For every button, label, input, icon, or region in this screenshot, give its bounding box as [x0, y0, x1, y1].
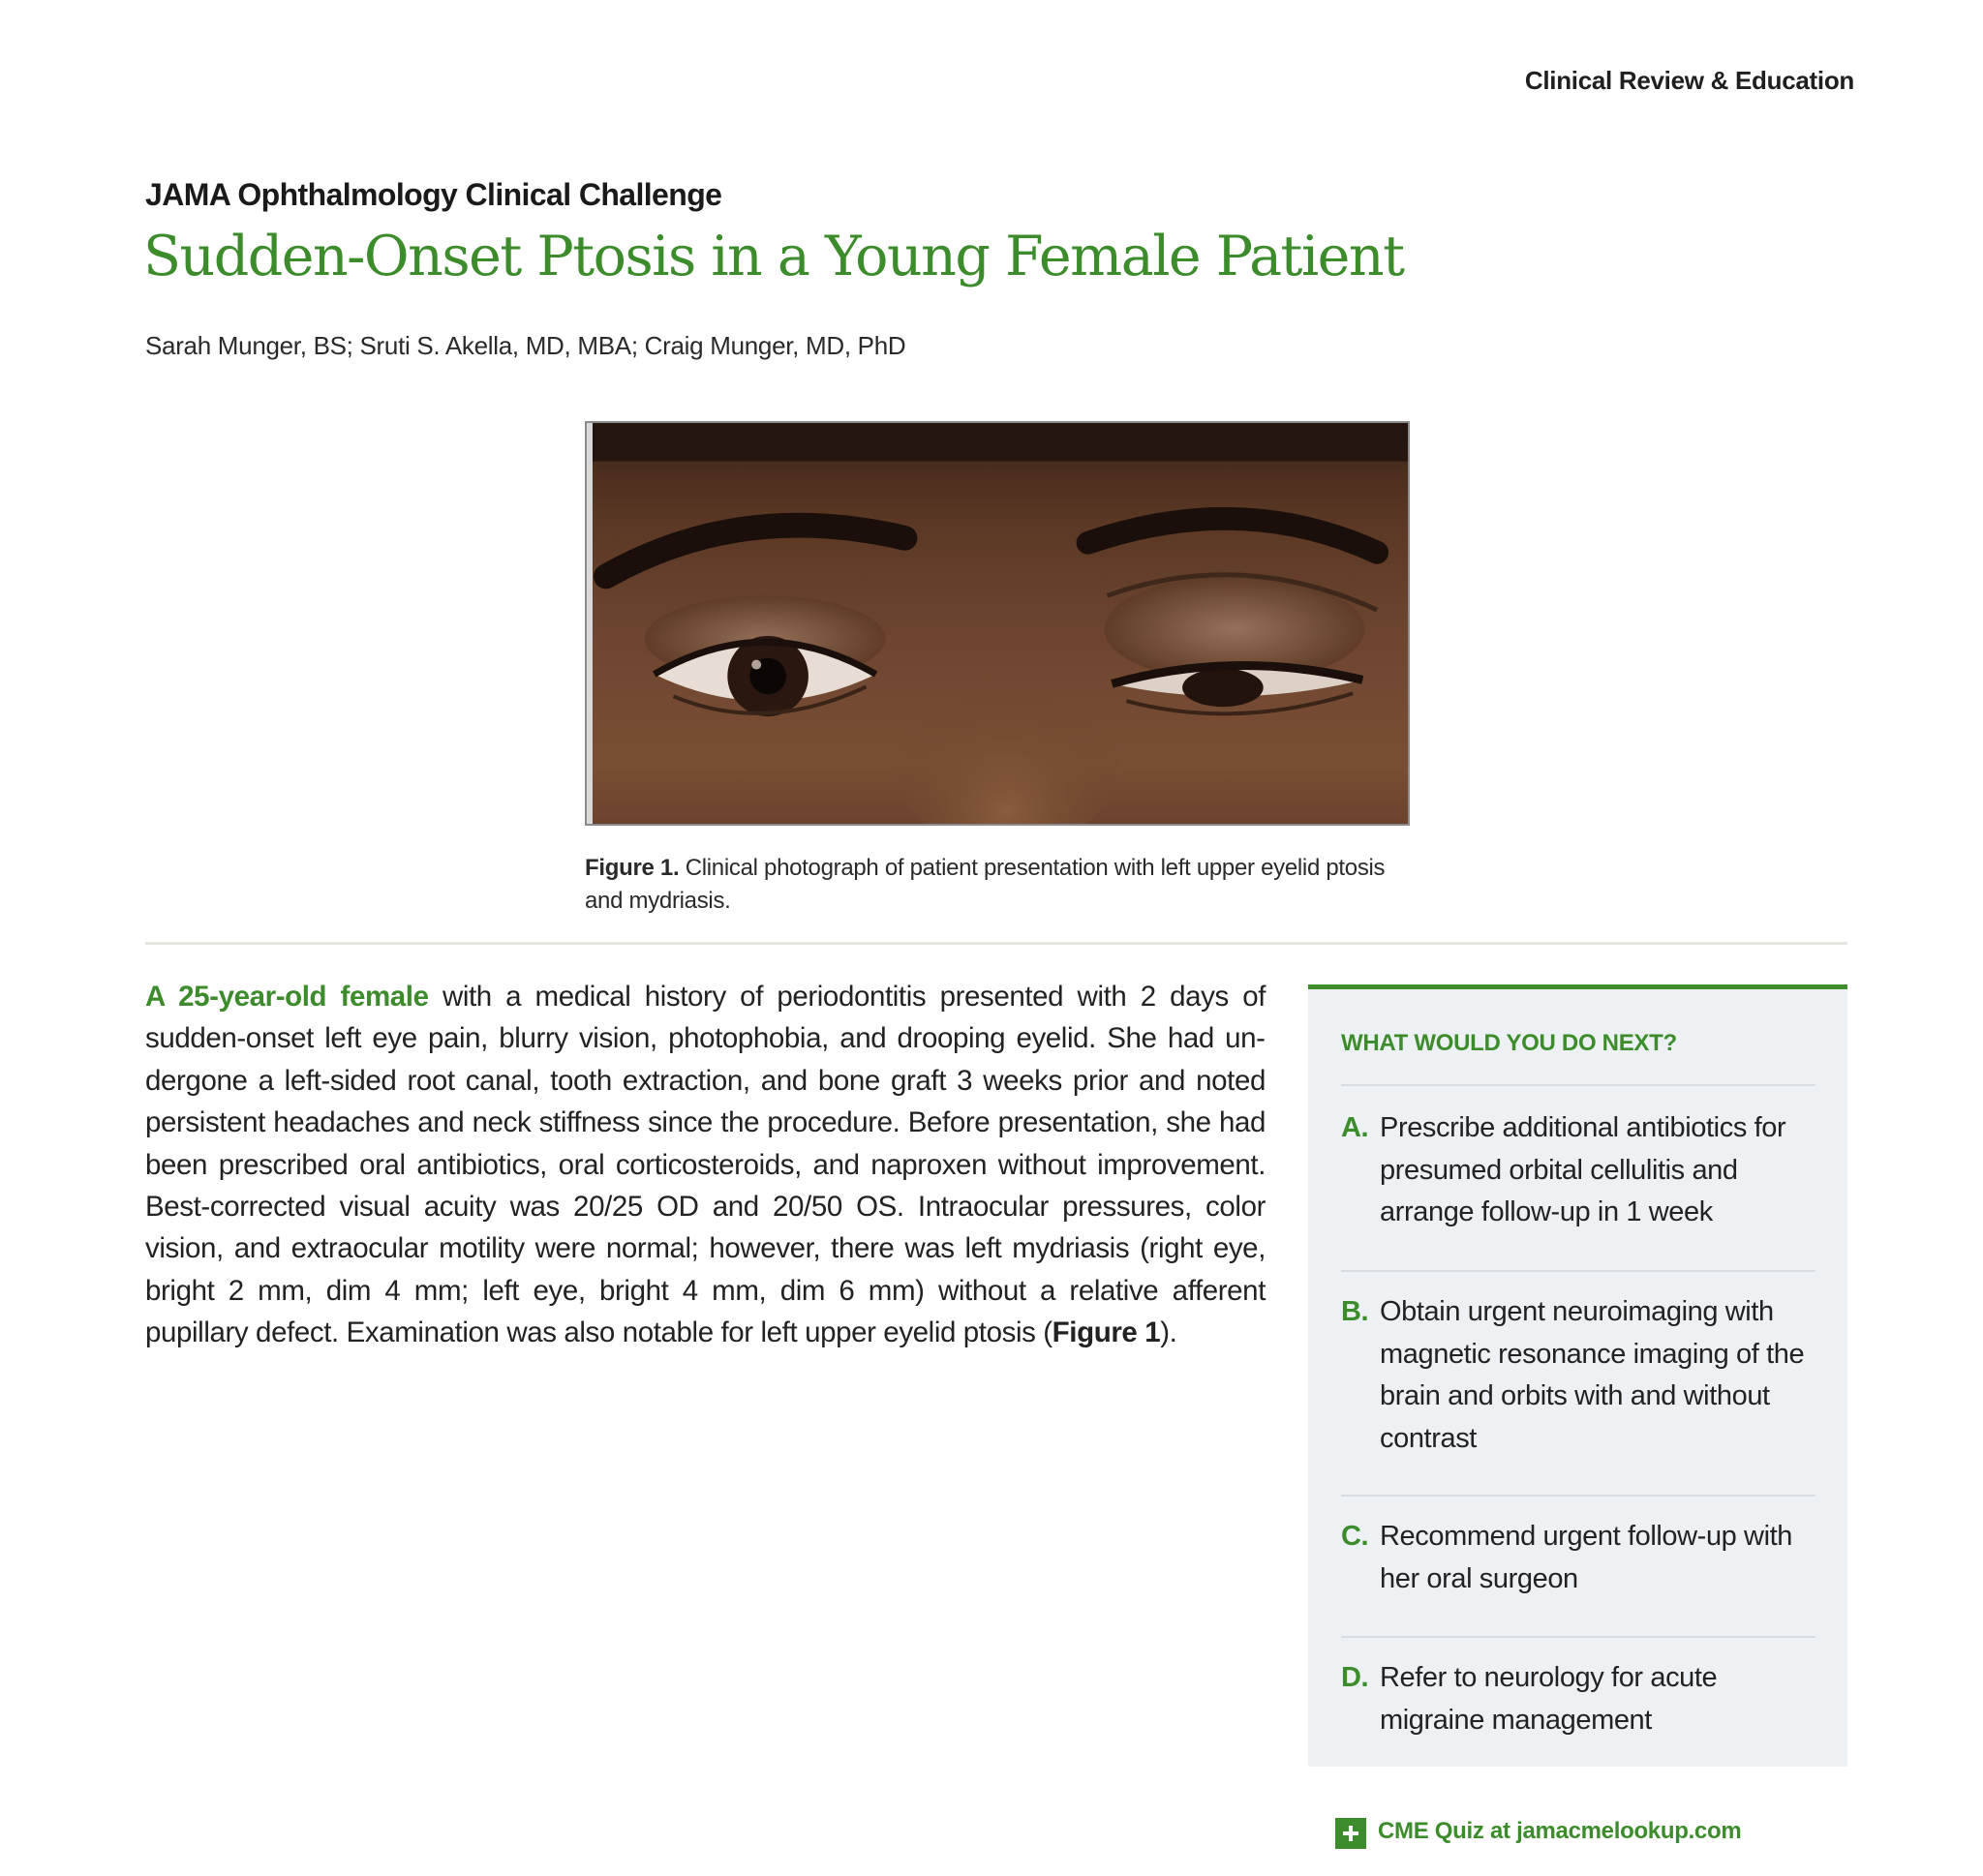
answer-option-a[interactable]	[1341, 1107, 1825, 1234]
figure-label: Figure 1.	[585, 855, 680, 881]
option-text: Obtain urgent neuroimaging with magnetic resonance imaging of the brain and orbits with and without contrast	[1380, 1296, 1805, 1454]
option-text: Prescribe additional antibiotics for presumed orbital cellulitis and arrange follow-up in 1 week	[1380, 1112, 1786, 1227]
quiz-divider	[1341, 1495, 1815, 1497]
section-label: Clinical Review & Education	[1524, 66, 1854, 95]
answer-option-d[interactable]	[1341, 1657, 1825, 1741]
series-title: JAMA Ophthalmology Clinical Challenge	[145, 177, 722, 212]
quiz-panel	[1308, 984, 1847, 1767]
answer-option-b[interactable]	[1341, 1291, 1825, 1460]
plus-icon	[1335, 1818, 1366, 1849]
case-lead: A 25-year-old female	[145, 981, 429, 1013]
figure-caption-text: Clinical photograph of patient presentation with left upper eyelid ptosis and mydriasis.	[585, 855, 1386, 914]
cme-quiz-text: CME Quiz at jamacmelookup.com	[1378, 1818, 1742, 1844]
option-letter: C.	[1341, 1521, 1369, 1552]
answer-option-c[interactable]	[1341, 1516, 1825, 1600]
clinical-photograph	[585, 421, 1410, 826]
quiz-divider	[1341, 1084, 1815, 1086]
option-text: Recommend urgent follow-up with her oral surgeon	[1380, 1521, 1793, 1594]
figure-caption	[585, 852, 1398, 918]
quiz-divider	[1341, 1270, 1815, 1272]
case-text-end: ).	[1160, 1316, 1177, 1349]
section-divider	[145, 942, 1847, 945]
quiz-heading: WHAT WOULD YOU DO NEXT?	[1341, 1030, 1677, 1056]
figure-reference-link[interactable]: Figure 1	[1052, 1316, 1161, 1349]
quiz-divider	[1341, 1636, 1815, 1638]
author-list: Sarah Munger, BS; Sruti S. Akella, MD, MBA; Craig Munger, MD, PhD	[145, 331, 906, 360]
option-letter: D.	[1341, 1662, 1369, 1693]
article-title: Sudden-Onset Ptosis in a Young Female Patient	[143, 225, 1404, 288]
option-text: Refer to neurology for acute migraine management	[1380, 1662, 1718, 1736]
option-letter: B.	[1341, 1296, 1369, 1327]
case-text: with a medical history of periodontitis presented with 2 days of sudden-onset left eye pain, blurry vision, photophobia, and drooping eyelid. She had undergone a left-sided root canal, tooth extraction, and bone graft 3 weeks prior and noted persistent headaches and neck stiffness since the procedure. Before presentation, she had been prescribed oral antibiotics, oral corticosteroids, and naproxen without improvement. Best-corrected visual acuity was 20/25 OD and 20/50 OS. Intraocular pressures, color vision, and extraocular motility were normal; however, there was left mydriasis (right eye, bright 2 mm, dim 4 mm; left eye, bright 4 mm, dim 6 mm) without a relative afferent pupillary defect. Examination was also notable for left upper eyelid ptosis (	[145, 981, 1266, 1349]
option-letter: A.	[1341, 1112, 1369, 1143]
cme-quiz-link[interactable]	[1335, 1814, 1741, 1849]
case-description	[145, 976, 1266, 1354]
